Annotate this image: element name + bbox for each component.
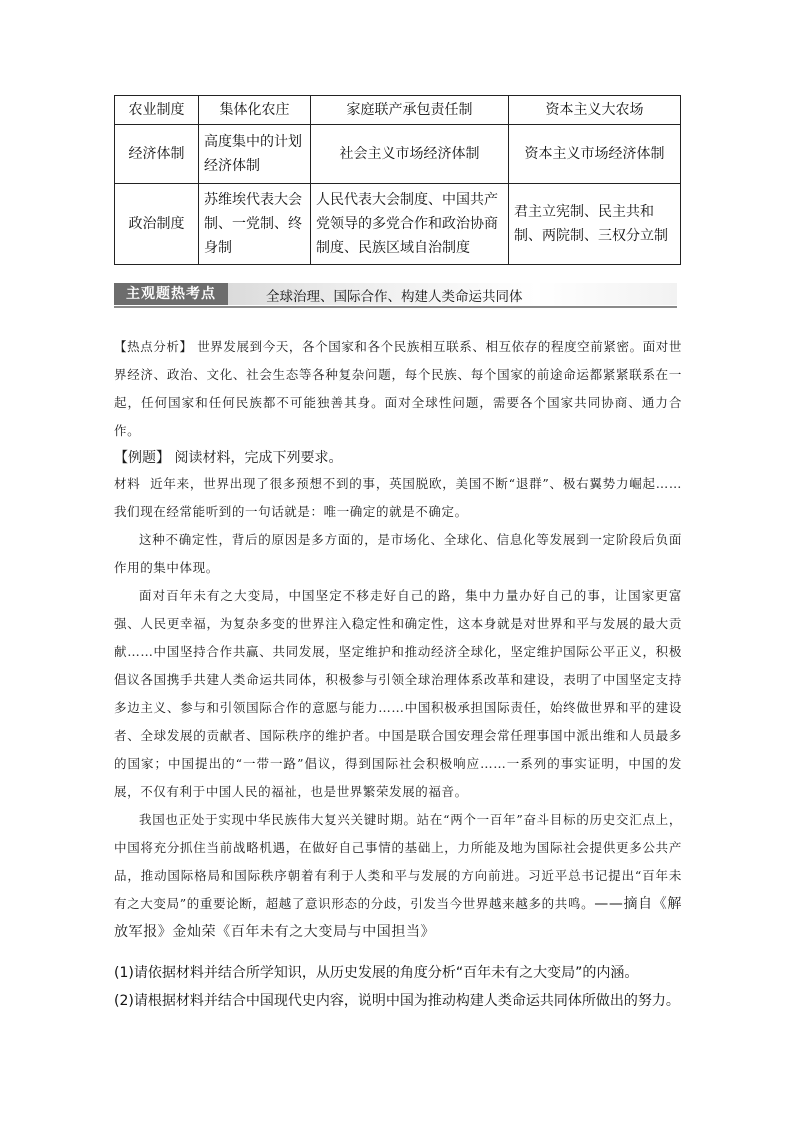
material-paragraph: 我国也正处于实现中华民族伟大复兴关键时期。站在“两个一百年”奋斗目标的历史交汇点上，中国将充分抓住当前战略机遇，在做好自己事情的基础上，力所能及地为国际社会提供更多公共产品，推动国际格局和国际秩序朝着有利于人类和平与发展的方向前进。习近平总书记提出“百年未有之大变局”的重要论断，超越了意识形态的分歧，引发当今世界越来越多的共鸣。 bbox=[114, 812, 682, 911]
section-tag: 主观题热考点 bbox=[114, 283, 228, 305]
question-item: (2)请根据材料并结合中国现代史内容，说明中国为推动构建人类命运共同体所做出的努力。 bbox=[114, 993, 680, 1009]
example-text: 阅读材料，完成下列要求。 bbox=[174, 450, 343, 466]
question-list bbox=[114, 959, 704, 1015]
section-banner bbox=[114, 283, 677, 313]
question-item: (1)请依据材料并结合所学知识，从历史发展的角度分析“百年未有之大变局”的内涵。 bbox=[114, 965, 639, 981]
material-block bbox=[114, 470, 682, 946]
table-cell: 苏维埃代表大会制、一党制、终身制 bbox=[199, 184, 311, 265]
material-paragraph: 这种不确定性，背后的原因是多方面的，是市场化、全球化、信息化等发展到一定阶段后负面作用的集中体现。 bbox=[114, 532, 682, 575]
hot-analysis-label: 【热点分析】 bbox=[114, 339, 193, 354]
table-cell: 高度集中的计划经济体制 bbox=[199, 125, 311, 184]
material-paragraph: 面对百年未有之大变局，中国坚定不移走好自己的路，集中力量办好自己的事，让国家更富强、人民更幸福，为复杂多变的世界注入稳定性和确定性，这本身就是对世界和平与发展的最大贡献……中国坚持合作共赢、共同发展，坚定维护和推动经济全球化，坚定维护国际公平正义，积极倡议各国携手共建人类命运共同体，积极参与引领全球治理体系改革和建设，表明了中国坚定支持多边主义、参与和引领国际合作的意愿与能力……中国积极承担国际责任，始终做世界和平的建设者、全球发展的贡献者、国际秩序的维护者。中国是联合国安理会常任理事国中派出维和人员最多的国家；中国提出的“一带一路”倡议，得到国际社会积极响应……一系列的事实证明，中国的发展，不仅有利于中国人民的福祉，也是世界繁荣发展的福音。 bbox=[114, 588, 682, 799]
table-header-cell: 集体化农庄 bbox=[199, 96, 311, 125]
table-cell: 资本主义市场经济体制 bbox=[509, 125, 681, 184]
table-row-label: 经济体制 bbox=[115, 125, 199, 184]
table-header-cell: 农业制度 bbox=[115, 96, 199, 125]
comparison-table bbox=[114, 95, 681, 265]
example-prompt bbox=[114, 444, 682, 472]
table-cell: 君主立宪制、民主共和制、两院制、三权分立制 bbox=[509, 184, 681, 265]
hot-analysis-text: 世界发展到今天，各个国家和各个民族相互联系、相互依存的程度空前紧密。面对世界经济、政治、文化、社会生态等各种复杂问题，每个民族、每个国家的前途命运都紧紧联系在一起，任何国家和任何民族都不可能独善其身。面对全球性问题，需要各个国家共同协商、通力合作。 bbox=[114, 339, 682, 438]
table-cell: 人民代表大会制度、中国共产党领导的多党合作和政治协商制度、民族区域自治制度 bbox=[311, 184, 509, 265]
material-label: 材料 bbox=[114, 476, 141, 491]
table-row bbox=[115, 184, 681, 265]
example-label: 【例题】 bbox=[114, 450, 170, 466]
table-row-label: 政治制度 bbox=[115, 184, 199, 265]
section-title: 全球治理、国际合作、构建人类命运共同体 bbox=[266, 289, 523, 305]
table-cell: 社会主义市场经济体制 bbox=[311, 125, 509, 184]
table-header-cell: 资本主义大农场 bbox=[509, 96, 681, 125]
material-paragraph: 近年来，世界出现了很多预想不到的事，英国脱欧，美国不断“退群”、极右翼势力崛起……我们现在经常能听到的一句话就是：唯一确定的就是不确定。 bbox=[114, 476, 682, 519]
hot-analysis bbox=[114, 333, 682, 445]
banner-divider bbox=[114, 306, 677, 308]
material-source: ——摘自《解放军报》金灿荣《百年未有之大变局与中国担当》 bbox=[114, 896, 682, 940]
table-row bbox=[115, 125, 681, 184]
table-header-cell: 家庭联产承包责任制 bbox=[311, 96, 509, 125]
table-header-row bbox=[115, 96, 681, 125]
